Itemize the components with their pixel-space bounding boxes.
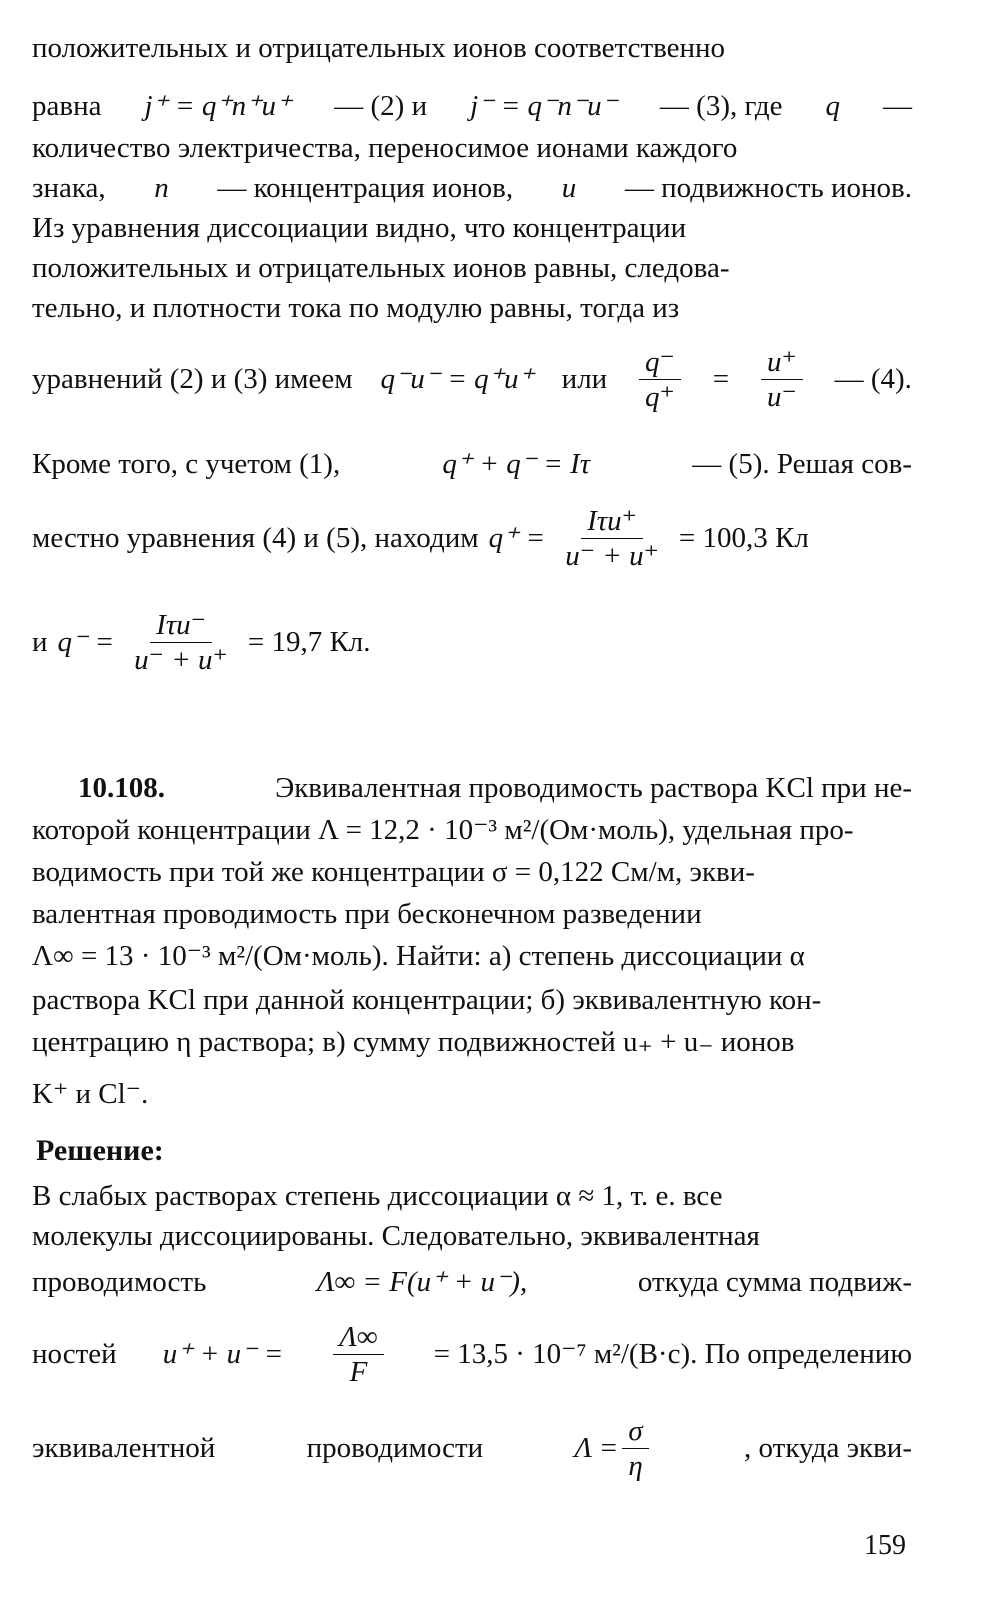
text: — (2) и — [334, 90, 428, 122]
fraction-denominator: F — [349, 1355, 368, 1388]
text: уравнений (2) и (3) имеем — [32, 363, 353, 395]
fraction-denominator: η — [628, 1449, 643, 1482]
text: знака, — [32, 172, 106, 204]
formula: q⁻u⁻ = q⁺u⁺ — [380, 363, 534, 395]
problem-number: 10.108. — [78, 772, 165, 804]
text: — (4). — [834, 363, 912, 395]
fraction-denominator: u⁻ + u⁺ — [134, 643, 228, 676]
text-line — [32, 444, 912, 484]
text: — подвижность ионов. — [624, 172, 912, 204]
text-line — [32, 168, 912, 208]
text: эквивалентной — [32, 1432, 216, 1464]
text-line — [32, 288, 912, 328]
text: положительных и отрицательных ионов равны, следова- — [32, 252, 730, 284]
problem-statement-line — [78, 768, 912, 808]
text: тельно, и плотности тока по модулю равны, тогда из — [32, 292, 680, 324]
fraction-numerator: Iτu⁻ — [150, 608, 212, 643]
text: откуда сумма подвиж- — [637, 1266, 912, 1298]
text: равна — [32, 90, 102, 122]
text-line — [32, 1022, 912, 1062]
solution-heading: Решение: — [36, 1134, 164, 1167]
formula: Λ = — [574, 1432, 619, 1464]
text: В слабых растворах степень диссоциации α ≈ 1, т. е. все — [32, 1180, 723, 1212]
text: водимость при той же концентрации σ = 0,122 См/м, экви- — [32, 856, 755, 888]
text: — концентрация ионов, — [217, 172, 514, 204]
text: валентная проводимость при бесконечном разведении — [32, 898, 702, 930]
text-line — [32, 1408, 912, 1488]
text: местно уравнения (4) и (5), находим — [32, 522, 479, 554]
formula: Λ∞ = F(u⁺ + u⁻), — [316, 1266, 528, 1298]
text: — (5). Решая сов- — [692, 448, 912, 480]
text-line — [32, 810, 912, 850]
text: = 13,5 · 10⁻⁷ м²/(В·с). По определению — [433, 1338, 912, 1370]
text-line — [32, 500, 912, 576]
text: или — [561, 363, 608, 395]
text: которой концентрации Λ = 12,2 · 10⁻³ м²/(Ом·моль), удельная про- — [32, 814, 854, 846]
formula: q — [825, 90, 841, 122]
text: = 19,7 Кл. — [247, 626, 371, 658]
text-line — [32, 128, 912, 168]
text-line — [32, 852, 912, 892]
formula: n — [154, 172, 169, 204]
text-line — [32, 340, 912, 418]
page-number: 159 — [864, 1530, 906, 1561]
formula: q⁺ + q⁻ = Iτ — [442, 448, 591, 480]
equals-sign: = — [712, 363, 730, 395]
text-line — [32, 28, 912, 68]
text-line — [32, 894, 912, 934]
text: K⁺ и Cl⁻. — [32, 1078, 149, 1110]
text-line — [32, 1074, 912, 1114]
fraction-denominator: q⁺ — [645, 380, 675, 413]
text-line — [32, 1176, 912, 1216]
fraction-denominator: u⁻ + u⁺ — [565, 539, 659, 572]
fraction-denominator: u⁻ — [766, 380, 797, 413]
fraction — [128, 608, 234, 677]
text: Кроме того, с учетом (1), — [32, 448, 341, 480]
text: — (3), где — [659, 90, 783, 122]
text: ностей — [32, 1338, 117, 1370]
formula: u — [561, 172, 577, 204]
text: раствора KCl при данной концентрации; б) эквивалентную кон- — [32, 984, 822, 1016]
text: = 100,3 Кл — [678, 522, 809, 554]
fraction — [622, 1414, 648, 1483]
text-line — [32, 1216, 912, 1256]
text-line — [32, 1314, 912, 1394]
formula: q⁻ = — [57, 626, 115, 658]
fraction — [639, 345, 681, 414]
text-line — [32, 604, 912, 680]
fraction-numerator: q⁻ — [639, 345, 681, 380]
fraction-numerator: Iτu⁺ — [581, 504, 643, 539]
fraction — [559, 504, 665, 573]
text-line — [32, 86, 912, 126]
formula: j⁺ = q⁺n⁺u⁺ — [144, 90, 292, 122]
text: центрацию η раствора; в) сумму подвижностей u₊ + u₋ ионов — [32, 1026, 795, 1058]
fraction — [761, 345, 803, 414]
formula: j⁻ = q⁻n⁻u⁻ — [470, 90, 617, 122]
text: Λ∞ = 13 · 10⁻³ м²/(Ом·моль). Найти: а) степень диссоциации α — [32, 940, 805, 972]
fraction — [333, 1320, 383, 1389]
text-line — [32, 980, 912, 1020]
text-line — [32, 936, 912, 976]
fraction-numerator: σ — [622, 1414, 648, 1449]
formula: u⁺ + u⁻ = — [162, 1338, 284, 1370]
formula-group — [575, 1414, 653, 1483]
text-line — [32, 1262, 912, 1302]
fraction-numerator: Λ∞ — [333, 1320, 383, 1355]
fraction-numerator: u⁺ — [761, 345, 803, 380]
text: молекулы диссоциированы. Следовательно, эквивалентная — [32, 1220, 760, 1252]
text: проводимости — [306, 1432, 484, 1464]
formula: q⁺ = — [488, 522, 546, 554]
text: количество электричества, переносимое ионами каждого — [32, 132, 738, 164]
text: , откуда экви- — [744, 1432, 912, 1464]
text: и — [32, 626, 48, 658]
text: Эквивалентная проводимость раствора KCl при не- — [275, 772, 912, 804]
text: положительных и отрицательных ионов соответственно — [32, 32, 726, 64]
text: проводимость — [32, 1266, 207, 1298]
text: — — [883, 90, 912, 122]
text-line — [32, 208, 912, 248]
text: Из уравнения диссоциации видно, что концентрации — [32, 212, 687, 244]
text-line — [32, 248, 912, 288]
